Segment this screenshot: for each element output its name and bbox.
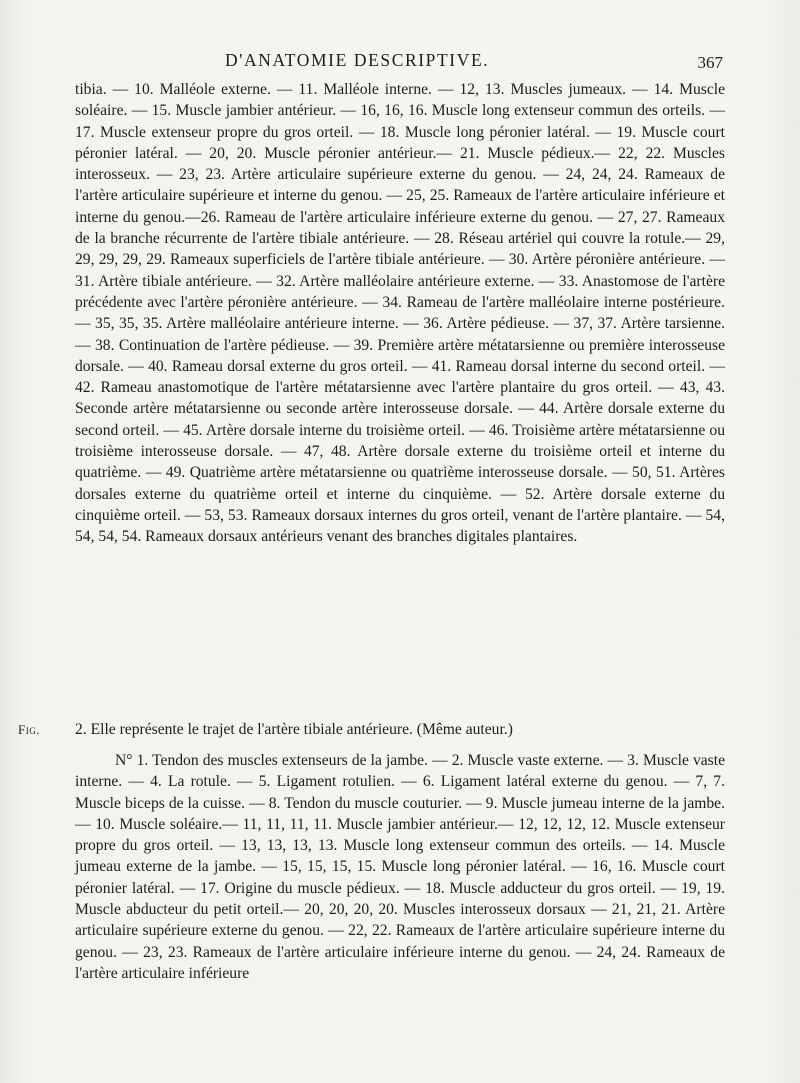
legend-paragraph-1 <box>75 79 725 548</box>
paragraph-1-text: tibia. — 10. Malléole externe. — 11. Malléole interne. — 12, 13. Muscles jumeaux. — 14. Muscle soléaire. — 15. Muscle jambier antérieur. — 16, 16, 16. Muscle long extenseur commun des orteils. — 17. Muscle extenseur propre du gros orteil. — 18. Muscle long péronier latéral. — 19. Muscle court péronier latéral. — 20, 20. Muscle péronier antérieur.— 21. Muscle pédieux.— 22, 22. Muscles interosseux. — 23, 23. Artère articulaire supérieure externe du genou. — 24, 24, 24. Rameaux de l'artère articulaire supérieure et interne du genou. — 25, 25. Rameaux de l'artère articulaire inférieure et interne du genou.—26. Rameau de l'artère articulaire inférieure externe du genou. — 27, 27. Rameaux de la branche récurrente de l'artère tibiale antérieure. — 28. Réseau artériel qui couvre la rotule.— 29, 29, 29, 29, 29. Rameaux superficiels de l'artère tibiale antérieure. — 30. Artère péronière antérieure. — 31. Artère tibiale antérieure. — 32. Artère malléolaire antérieure externe. — 33. Anastomose de l'artère précédente avec l'artère péronière antérieure. — 34. Rameau de l'artère malléolaire interne postérieure. — 35, 35, 35. Artère malléolaire antérieure interne. — 36. Artère pédieuse. — 37, 37. Artère tarsienne. — 38. Continuation de l'artère pédieuse. — 39. Première artère métatarsienne ou première interosseuse dorsale. — 40. Rameau dorsal externe du gros orteil. — 41. Rameau dorsal interne du second orteil. — 42. Rameau anastomotique de l'artère métatarsienne avec l'artère plantaire du gros orteil. — 43, 43. Seconde artère métatarsienne ou seconde artère interosseuse dorsale. — 44. Artère dorsale externe du second orteil. — 45. Artère dorsale interne du troisième orteil. — 46. Troisième artère métatarsienne ou troisième interosseuse dorsale. — 47, 48. Artère dorsale externe du troisième orteil et interne du quatrième. — 49. Quatrième artère métatarsienne ou quatrième interosseuse dorsale. — 50, 51. Artères dorsales externe du quatrième orteil et interne du cinquième. — 52. Artère dorsale externe du cinquième orteil. — 53, 53. Rameaux dorsaux internes du gros orteil, venant de l'artère plantaire. — 54, 54, 54, 54. Rameaux dorsaux antérieurs venant des branches digitales plantaires. <box>75 81 725 546</box>
figure-caption: 2. Elle représente le trajet de l'artère tibiale antérieure. (Même auteur.) <box>75 721 513 738</box>
figure-label: Fig. <box>18 722 40 737</box>
page-header <box>225 50 725 76</box>
paragraph-2-text: N° 1. Tendon des muscles extenseurs de la jambe. — 2. Muscle vaste externe. — 3. Muscle vaste interne. — 4. La rotule. — 5. Ligament rotulien. — 6. Ligament latéral externe du genou. — 7, 7. Muscle biceps de la cuisse. — 8. Tendon du muscle couturier. — 9. Muscle jumeau interne de la jambe. — 10. Muscle soléaire.— 11, 11, 11, 11. Muscle jambier antérieur.— 12, 12, 12, 12. Muscle extenseur propre du gros orteil. — 13, 13, 13, 13. Muscle long extenseur commun des orteils. — 14. Muscle jumeau externe de la jambe. — 15, 15, 15, 15. Muscle long péronier latéral. — 16, 16. Muscle court péronier latéral. — 17. Origine du muscle pédieux. — 18. Muscle adducteur du gros orteil. — 19, 19. Muscle abducteur du petit orteil.— 20, 20, 20, 20. Muscles interosseux dorsaux — 21, 21, 21. Artère articulaire supérieure externe du genou. — 22, 22. Rameaux de l'artère articulaire supérieure interne du genou. — 23, 23. Rameaux de l'artère articulaire inférieure interne du genou. — 24, 24. Rameaux de l'artère articulaire inférieure <box>75 752 725 982</box>
legend-paragraph-2 <box>75 750 725 984</box>
page-number: 367 <box>697 53 723 72</box>
running-title: D'ANATOMIE DESCRIPTIVE. <box>225 50 490 70</box>
